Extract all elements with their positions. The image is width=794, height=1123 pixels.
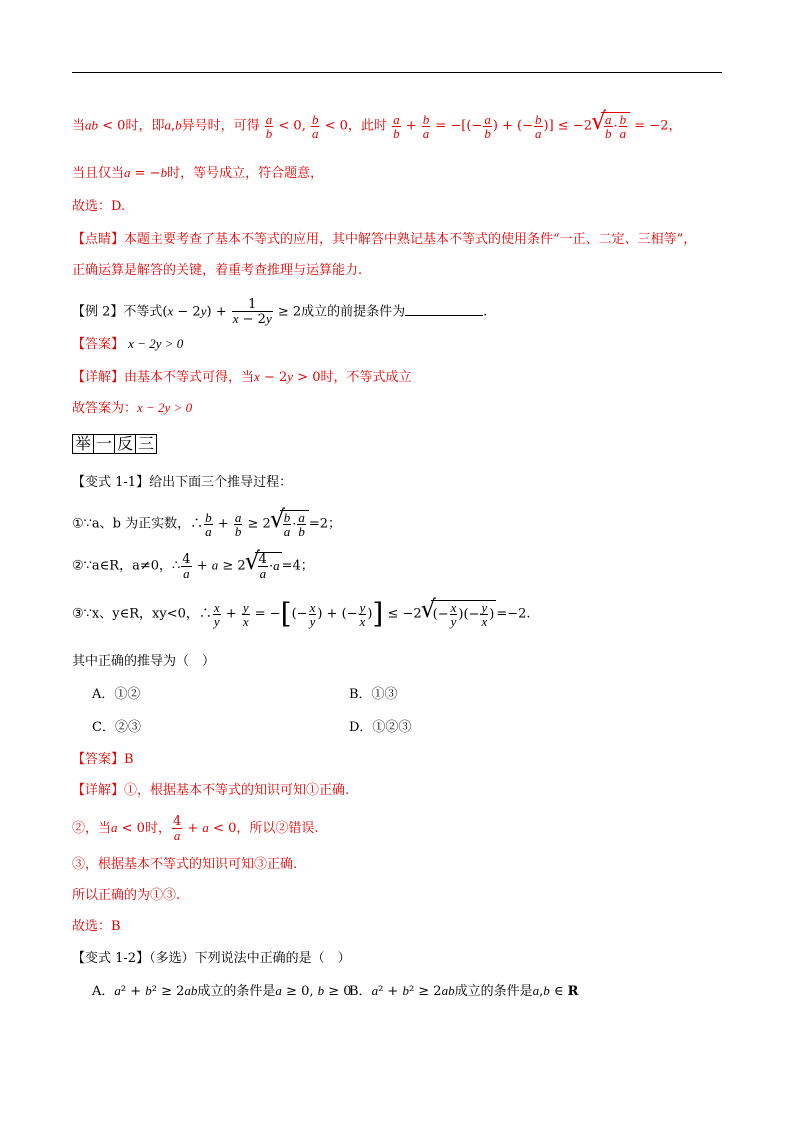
- derivation-1: ①∵a、b 为正实数，∴ $\frac{b}{a}$ + $\frac{a}{b}$ ≥ 2 √ $\frac{b}{a}$ · $\frac{a}{b}$ =2；: [72, 510, 341, 538]
- variant-1-1-detail-1: 【详解】①，根据基本不等式的知识可知①正确.: [72, 783, 350, 798]
- comment-line-2: 正确运算是解答的关键，着重考查推理与运算能力.: [72, 263, 363, 278]
- derivation-2: ②∵a∈R，a≠0，∴ $\frac{4}{a}$ + a ≥ 2 √ $\frac{4}{a}$ ·a =4；: [72, 552, 314, 580]
- example-2-question: 【例 2】不等式(x − 2y) + $\frac{1}{x - 2y}$ ≥ 2成立的前提条件为 .: [72, 297, 488, 327]
- derivation-3: ③∵x、y∈R，xy<0，∴ $\frac{x}{y}$ + $\frac{y}{x}$ = −[(− $\frac{x}{y}$ ) + (− $\frac{y}{x}$ )] ≤ −2√ (− $\frac{x}{y}$ )(− $\frac{y}{x}$ ) =−2.: [72, 600, 531, 628]
- solution-line-2: 当且仅当a = −b时，等号成立，符合题意，: [72, 165, 324, 181]
- variant-1-1-detail-5: 故选：B: [72, 919, 121, 934]
- variant-1-2-option-a: A．a² + b² ≥ 2ab成立的条件是a ≥ 0, b ≥ 0: [92, 983, 352, 999]
- solution-line-1: 当ab < 0时，即a,b异号时，可得 $\frac{a}{b}$ < 0, $\frac{b}{a}$ < 0，此时 $\frac{a}{b}$ + $\frac{b}{a}$ = −[(− $\frac{a}{b}$ ) + (− $\frac{b}{a}$ )] ≤ −2 √ $\frac{a}{b}$ · $\frac{b}{a}$ = −2，: [72, 112, 681, 140]
- option-d: D．①②③: [349, 720, 412, 735]
- variant-1-1-detail-3: ③，根据基本不等式的知识可知③正确.: [72, 857, 298, 872]
- variant-1-2-title: 【变式 1-2】（多选）下列说法中正确的是（ ）: [72, 951, 351, 966]
- option-b: B．①③: [349, 687, 398, 702]
- variant-1-2-option-b: B．a² + b² ≥ 2ab成立的条件是a,b ∈ R: [349, 983, 579, 999]
- example-2-answer: 【答案】 x − 2y > 0: [72, 336, 184, 352]
- comment-line-1: 【点睛】本题主要考查了基本不等式的应用，其中解答中熟记基本不等式的使用条件“一正、二定、三相等”，: [72, 232, 697, 247]
- variant-1-1-title: 【变式 1-1】给出下面三个推导过程：: [72, 475, 293, 490]
- solution-choice: 故选：D.: [72, 199, 126, 214]
- section-title: 举 一 反 三: [72, 434, 156, 455]
- header-rule: [72, 72, 722, 73]
- option-a: A．①②: [92, 687, 141, 702]
- variant-1-1-detail-2: ②，当a < 0时， $\frac{4}{a}$ + a < 0，所以②错误.: [72, 814, 319, 843]
- option-c: C．②③: [92, 720, 141, 735]
- example-2-final: 故答案为：x − 2y > 0: [72, 400, 193, 416]
- question-prompt: 其中正确的推导为（ ）: [72, 654, 216, 669]
- example-2-detail: 【详解】由基本不等式可得，当x − 2y > 0时，不等式成立: [72, 369, 412, 385]
- variant-1-1-answer: 【答案】B: [72, 752, 134, 767]
- answer-blank: [405, 303, 483, 316]
- variant-1-1-detail-4: 所以正确的为①③.: [72, 888, 181, 903]
